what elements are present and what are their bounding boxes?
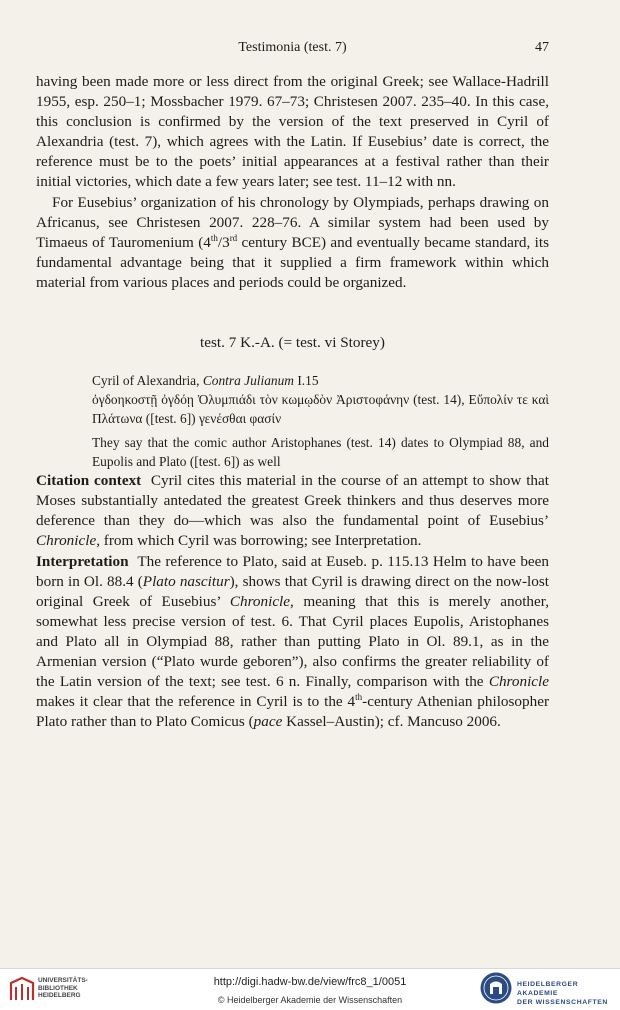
academy-seal-icon [479,971,513,1005]
library-name: UNIVERSITÄTS- BIBLIOTHEK HEIDELBERG [38,977,88,999]
citation-context-label: Citation context [36,472,142,490]
interpretation: Interpretation The reference to Plato, said at Euseb. p. 115.13 Helm to have been born in Ol. 88.4 (Plato nascitur), shows that Cyril is drawing direct on the now-lost original Greek of Eusebius’ Chronicle, meaning that this is merely another, somewhat less precise version of test. 6. That Cyril places Eupolis, Aristophanes and Plato all in Olympiad 88, rather than putting Plato in Ol. 89.1, as in the Armenian version (“Plato wurde geboren”), also confirms the greater reliability of the Latin version of the text; see test. 6 n. Finally, comparison with the Chronicle makes it clear that the reference in Cyril is to the 4th-century Athenian philosopher Plato rather than to Plato Comicus (pace Kassel–Austin); cf. Mancuso 2006. [36,552,549,731]
test-heading: test. 7 K.-A. (= test. vi Storey) [200,334,385,352]
citation-context: Citation context Cyril cites this material in the course of an attempt to show that Moses substantially antedated the greatest Greek thinkers and thus deserves more deference than they do—which was also the fundamental point of Eusebius’ Chronicle, from which Cyril was borrowing; see Interpretation. [36,472,549,550]
paragraph-1: having been made more or less direct from the original Greek; see Wallace-Hadrill 1955, esp. 250–1; Mossbacher 1979. 67–73; Christesen 2007. 235–40. In this case, this conclusion is confirmed by the version of the text preserved in Cyril of Alexandria (test. 7), which agrees with the Latin. If Eusebius’ date is correct, the reference must be to the poets’ initial appearances at a festival rather than their initial victories, which date a few years later; see test. 11–12 with nn. [36,73,549,191]
running-header [36,40,549,60]
interpretation-label: Interpretation [36,552,129,570]
translation-text: They say that the comic author Aristophanes (test. 14) dates to Olympiad 88, and Eupolis and Plato ([test. 6]) as well [92,435,549,470]
greek-text: ὀγδοηκοστῇ ὀγδόῃ Ὀλυμπιάδι τὸν κωμῳδὸν Ἀριστοφάνην (test. 14), Εὔπολίν τε καὶ Πλάτωνα ([test. 6]) γενέσθαι φασίν [92,392,549,427]
running-title: Testimonia (test. 7) [238,40,347,55]
page-number: 47 [535,40,549,55]
copyright-notice: © Heidelberger Akademie der Wissenschaften [217,995,403,1005]
paragraph-2: For Eusebius’ organization of his chronology by Olympiads, perhaps drawing on Africanus, see Christesen 2007. 228–76. A similar system had been used by Timaeus of Tauromenium (4th/3rd century BCE) and eventually became standard, its fundamental advantage being that it supplied a firm framework within which material from various places and periods could be organized. [36,193,549,291]
source-url[interactable]: http://digi.hadw-bw.de/view/frc8_1/0051 [213,976,407,988]
quoted-source [92,371,549,471]
source-citation: Cyril of Alexandria, Contra Julianum I.15 [92,373,319,389]
page-body [36,72,549,732]
digitization-footer [0,968,620,1010]
academy-name: HEIDELBERGER AKADEMIE DER WISSENSCHAFTEN [517,981,608,1006]
